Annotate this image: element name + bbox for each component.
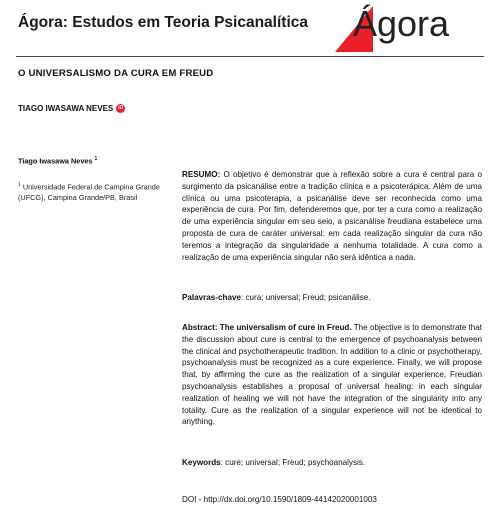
abstract-label: Abstract: [182, 323, 215, 332]
palavras-chave: [182, 292, 482, 304]
resumo-text: O objetivo é demonstrar que a reflexão sobre a cura é central para o surgimento da psicanálise entre a tradição clínica e a psicoterápica. Além de uma clínica ou uma psicoterapia, a psicanálise deve ser reconhecida como uma experiência de cura. Por fim, defenderemos que, por ter a cura como a realização de uma experiência singular em seu seio, a psicanálise freudiana estabelece uma proposta de cura de caráter universal: em cada realização singular da cura não teremos a integração da singularidade a nenhuma totalidade. A cura como a realização de uma experiência singular não será idêntica a nada.: [182, 170, 482, 262]
abstract-text: The objective is to demonstrate that the discussion about cure is central to the emergence of psychoanalysis between the clinical and psychotherapeutic tradition. In addition to a clinic or psychotherapy, psychoanalysis must be recognized as a cure experience. Finally, we will propose that, by affirming the cure as the realization of a singular experience, Freudian psychoanalysis establishes a proposal of universal healing: in each singular realization of healing we will not have the integration of the singularity into any totality. Cure as the realization of a singular experience will not be identical to anything.: [182, 323, 482, 427]
sidebar-author-name: Tiago Iwasawa Neves: [18, 156, 93, 166]
resumo-label: RESUMO:: [182, 170, 221, 179]
journal-title: Ágora: Estudos em Teoria Psicanalítica: [18, 14, 308, 31]
abstract-title: : The universalism of cure in Freud.: [214, 323, 352, 332]
journal-logo: [335, 3, 485, 56]
affiliation-sup: 1: [18, 182, 21, 188]
header-divider: [16, 56, 484, 57]
sidebar-author-sup: 1: [94, 156, 98, 162]
palavras-label: Palavras-chave: [182, 293, 241, 302]
keywords-label: Keywords: [182, 458, 221, 467]
keywords: [182, 457, 482, 469]
palavras-text: : cura; universal; Freud; psicanálise.: [240, 293, 371, 302]
article-title: O UNIVERSALISMO DA CURA EM FREUD: [18, 68, 214, 79]
sidebar-author: [18, 154, 168, 166]
author-name-upper: TIAGO IWASAWA NEVES: [18, 104, 114, 113]
author-line: [18, 104, 125, 113]
resumo-paragraph: [182, 169, 482, 263]
sidebar-affiliation: [18, 180, 168, 203]
keywords-text: : cure; universal; Freud; psychoanalysis.: [220, 458, 366, 467]
doi-link[interactable]: DOI - http://dx.doi.org/10.1590/1809-44142020001003: [182, 495, 377, 504]
affiliation-text: Universidade Federal de Campina Grande (UFCG), Campina Grande/PB, Brasil: [18, 182, 160, 203]
abstract-paragraph: [182, 322, 482, 428]
logo-text: Ágora: [353, 3, 450, 44]
orcid-icon[interactable]: iD: [118, 105, 124, 111]
